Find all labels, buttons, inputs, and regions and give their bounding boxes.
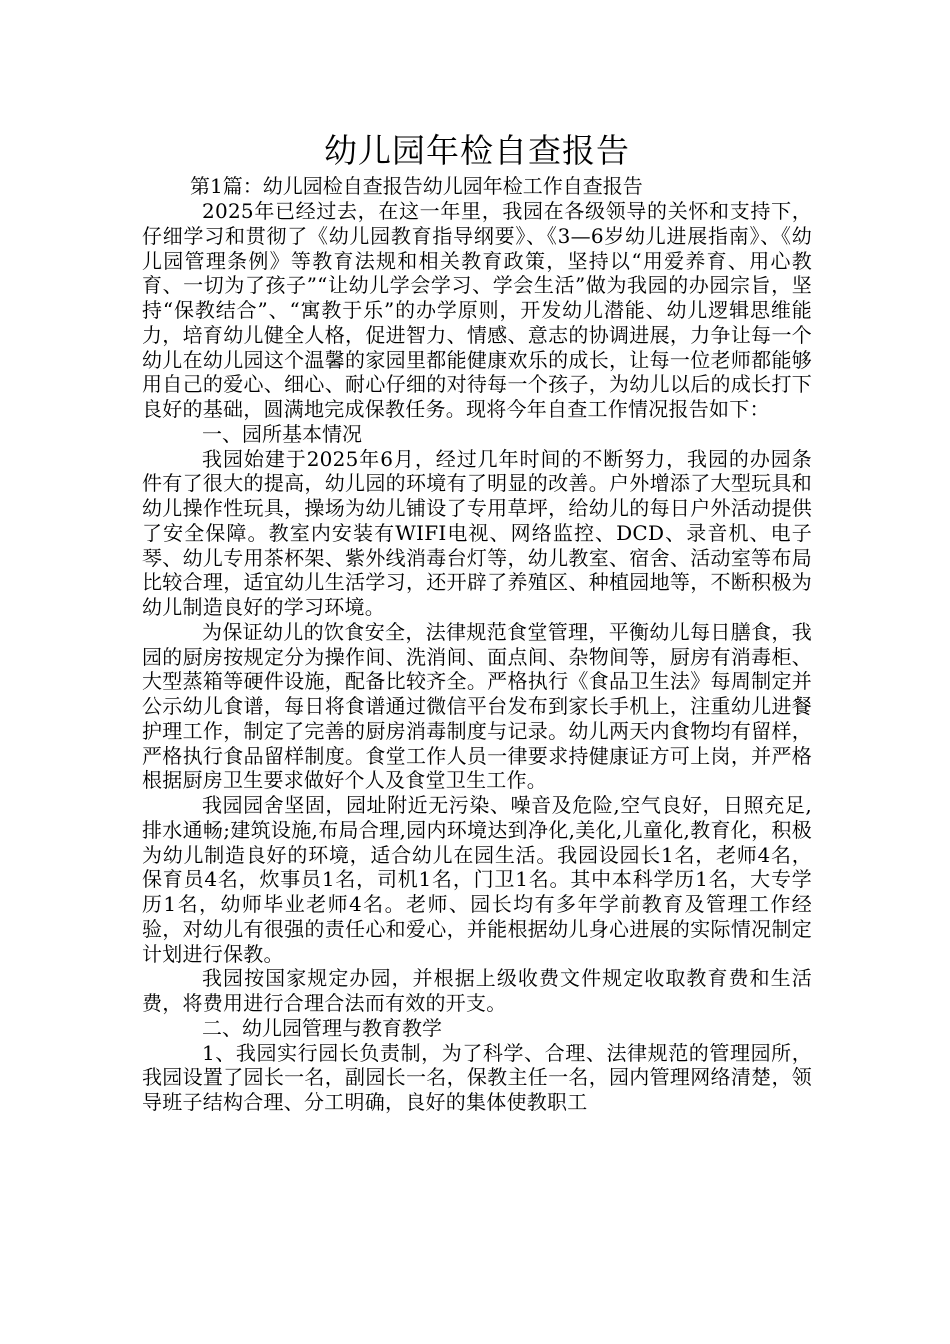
paragraph-fees: 我园按国家规定办园，并根据上级收费文件规定收取教育费和生活费，将费用进行合理合法而有效的开支。 — [142, 966, 812, 1015]
section-heading-basic-info: 一、园所基本情况 — [202, 421, 362, 446]
paragraph-management: 1、我园实行园长负责制，为了科学、合理、法律规范的管理园所，我园设置了园长一名，副园长一名，保教主任一名，园内管理网络清楚，领导班子结构合理、分工明确，良好的集体使教职工 — [142, 1040, 812, 1114]
document-body — [142, 128, 812, 1115]
paragraph-staff: 我园园舍坚固，园址附近无污染、噪音及危险,空气良好，日照充足,排水通畅;建筑设施,布局合理,园内环境达到净化,美化,儿童化,教育化，积极为幼儿制造良好的环境，适合幼儿在园生活。我园设园长1名，老师4名，保育员4名，炊事员1名，司机1名，门卫1名。其中本科学历1名，大专学历1名，幼师毕业老师4名。老师、园长均有多年学前教育及管理工作经验，对幼儿有很强的责任心和爱心，并能根据幼儿身心进展的实际情况制定计划进行保教。 — [142, 793, 812, 966]
section-heading-management: 二、幼儿园管理与教育教学 — [202, 1015, 442, 1040]
paragraph-food-safety: 为保证幼儿的饮食安全，法律规范食堂管理，平衡幼儿每日膳食，我园的厨房按规定分为操作间、洗消间、面点间、杂物间等，厨房有消毒柜、大型蒸箱等硬件设施，配备比较齐全。严格执行《食品卫生法》每周制定并公示幼儿食谱，每日将食谱通过微信平台发布到家长手机上，注重幼儿进餐护理工作，制定了完善的厨房消毒制度与记录。幼儿两天内食物均有留样，严格执行食品留样制度。食堂工作人员一律要求持健康证方可上岗，并严格根据厨房卫生要求做好个人及食堂卫生工作。 — [142, 619, 812, 793]
document-title: 幼儿园年检自查报告 — [324, 131, 630, 170]
paragraph-facilities: 我园始建于2025年6月，经过几年时间的不断努力，我园的办园条件有了很大的提高，幼儿园的环境有了明显的改善。户外增添了大型玩具和幼儿操作性玩具，操场为幼儿铺设了专用草坪，给幼儿的每日户外活动提供了安全保障。教室内安装有WIFI电视、网络监控、DCD、录音机、电子琴、幼儿专用茶杯架、紫外线消毒台灯等，幼儿教室、宿舍、活动室等布局比较合理，适宜幼儿生活学习，还开辟了养殖区、种植园地等，不断积极为幼儿制造良好的学习环境。 — [142, 446, 812, 619]
paragraph-intro: 2025年已经过去，在这一年里，我园在各级领导的关怀和支持下，仔细学习和贯彻了《幼儿园教育指导纲要》、《3—6岁幼儿进展指南》、《幼儿园管理条例》等教育法规和相关教育政策，坚持以“用爱养育、用心教育、一切为了孩子”“让幼儿学会学习、学会生活”做为我园的办园宗旨，坚持“保教结合”、“寓教于乐”的办学原则，开发幼儿潜能、幼儿逻辑思维能力，培育幼儿健全人格，促进智力、情感、意志的协调进展，力争让每一个幼儿在幼儿园这个温馨的家园里都能健康欢乐的成长，让每一位老师都能够用自己的爱心、细心、耐心仔细的对待每一个孩子，为幼儿以后的成长打下良好的基础，圆满地完成保教任务。现将今年自查工作情况报告如下： — [142, 199, 812, 421]
document-subtitle: 第1篇：幼儿园检自查报告幼儿园年检工作自查报告 — [190, 174, 643, 198]
